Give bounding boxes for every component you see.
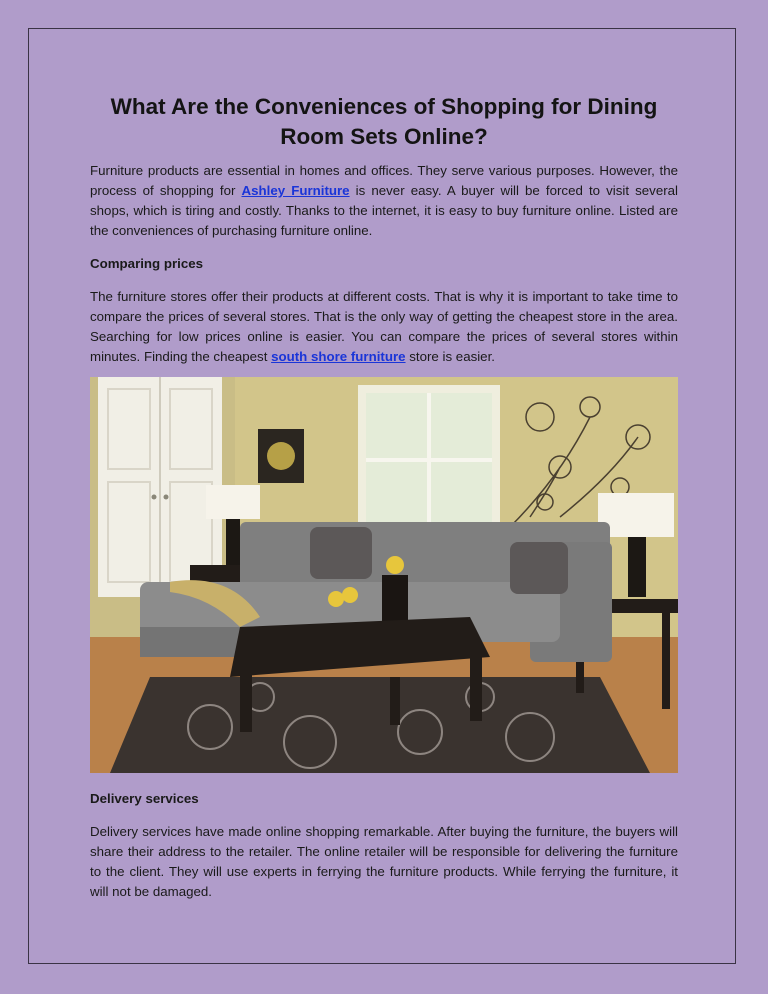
area-rug: [110, 677, 650, 773]
window: [358, 385, 500, 535]
intro-text-start: Furniture products are essential in homes and offices. They serve various purposes. However, the process of shopping for: [90, 163, 678, 198]
comparing-text-end: store is easier.: [405, 349, 495, 364]
intro-paragraph: [90, 161, 678, 241]
wall-art: [258, 429, 304, 483]
document-body: [90, 92, 678, 902]
double-door: [98, 377, 222, 597]
living-room-photo: [90, 377, 678, 773]
section-heading-comparing-prices: Comparing prices: [90, 256, 204, 271]
delivery-services-paragraph: Delivery services have made online shopping remarkable. After buying the furniture, the buyers will share their address to the retailer. The online retailer will be responsible for delivering the furniture to the client. They will use experts in ferrying the furniture products. While ferrying the furniture, it will not be damaged.: [90, 824, 678, 899]
intro-text-end: is never easy. A buyer will be forced to visit several shops, which is tiring and costly. Thanks to the internet, it is easy to buy furniture online. Listed are the conveniences of purchasing furniture online.: [90, 183, 678, 238]
section-heading-delivery-services: Delivery services: [90, 791, 199, 806]
ashley-furniture-link[interactable]: Ashley Furniture: [241, 183, 350, 198]
comparing-prices-paragraph: [90, 287, 678, 367]
page-title: What Are the Conveniences of Shopping for Dining Room Sets Online?: [110, 94, 658, 149]
comparing-text-start: The furniture stores offer their products at different costs. That is why it is important to take time to compare the prices of several stores. That is the only way of getting the cheapest store in the area. Searching for low prices online is easier. You can compare the prices of several stores within minutes. Finding the cheapest: [90, 289, 678, 364]
south-shore-furniture-link[interactable]: south shore furniture: [271, 349, 406, 364]
